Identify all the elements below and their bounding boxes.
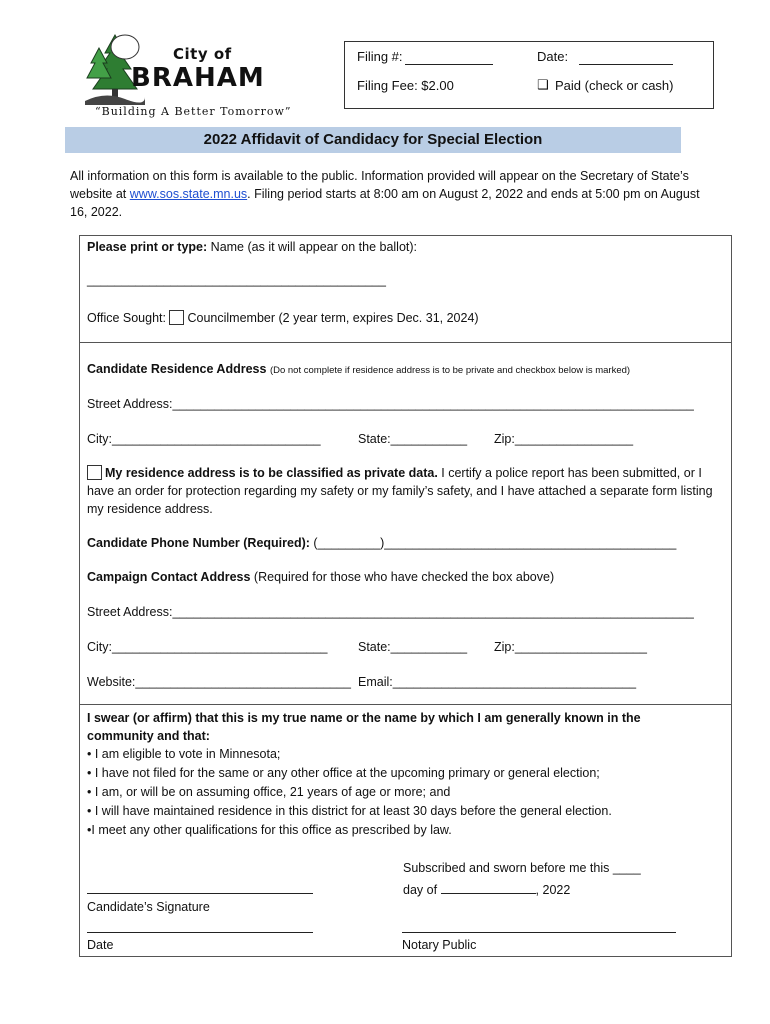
sworn-line-2 bbox=[403, 881, 570, 897]
paid-checkbox-icon[interactable]: ❑ bbox=[537, 77, 549, 92]
office-sought-row bbox=[87, 310, 479, 325]
bullet-not-filed: • I have not filed for the same or any other office at the upcoming primary or general election; bbox=[87, 766, 600, 780]
state-field[interactable]: State:___________ bbox=[358, 432, 468, 446]
name-field[interactable]: ___________________________________________ bbox=[87, 273, 386, 287]
street-address-field[interactable]: Street Address:___________________________________________________________________________ bbox=[87, 397, 694, 411]
oath-statement: I swear (or affirm) that this is my true name or the name by which I am generally known in the community and that: bbox=[87, 711, 641, 743]
date-signature-label: Date bbox=[87, 938, 114, 952]
filing-info-box bbox=[344, 41, 714, 109]
logo-braham: BRAHAM bbox=[131, 63, 265, 93]
private-address-checkbox[interactable] bbox=[87, 465, 102, 480]
campaign-zip-field[interactable]: Zip:___________________ bbox=[494, 640, 647, 654]
logo-city-of: City of bbox=[173, 45, 232, 63]
filing-fee: Filing Fee: $2.00 bbox=[357, 78, 454, 93]
intro-text-1: All information on this form is available to the public. Information provided will appear on the Secretary of State’s website at bbox=[70, 169, 689, 201]
intro-text-2: . Filing period starts at 8:00 am on August 2, 2022 and ends at 5:00 pm on August 16, 2022. bbox=[70, 187, 700, 219]
councilmember-checkbox[interactable] bbox=[169, 310, 184, 325]
filing-number-line[interactable] bbox=[405, 64, 493, 65]
campaign-city-field[interactable]: City:_______________________________ bbox=[87, 640, 328, 654]
private-rest: I certify a police report has been submitted, or I have an order for protection regarding my safety or my family’s safety, and I have attached a separate form listing my residence address. bbox=[87, 466, 713, 516]
zip-field[interactable]: Zip:_________________ bbox=[494, 432, 634, 446]
date-line[interactable] bbox=[579, 64, 673, 65]
residence-note: (Do not complete if residence address is to be private and checkbox below is marked) bbox=[269, 365, 631, 376]
notary-label: Notary Public bbox=[402, 938, 477, 952]
city-logo bbox=[85, 33, 292, 123]
bullet-qualifications: •I meet any other qualifications for this office as prescribed by law. bbox=[87, 823, 452, 837]
phone-row bbox=[87, 536, 676, 550]
candidate-signature-label: Candidate’s Signature bbox=[87, 900, 210, 914]
bullet-age: • I am, or will be on assuming office, 21 years of age or more; and bbox=[87, 785, 451, 799]
campaign-label: Campaign Contact Address bbox=[87, 570, 251, 584]
notary-signature-line[interactable] bbox=[402, 932, 676, 933]
logo-motto: “Building A Better Tomorrow” bbox=[95, 105, 292, 118]
affidavit-form bbox=[79, 235, 732, 957]
councilmember-option: Councilmember (2 year term, expires Dec. 31, 2024) bbox=[187, 311, 479, 325]
sworn-day-label: day of bbox=[403, 883, 438, 897]
office-sought-label: Office Sought: bbox=[87, 311, 166, 325]
sworn-day-line[interactable] bbox=[441, 881, 536, 894]
residence-label: Candidate Residence Address bbox=[87, 362, 267, 376]
private-bold: My residence address is to be classified as private data. bbox=[105, 466, 438, 480]
private-data-statement bbox=[87, 464, 727, 518]
date-signature-line[interactable] bbox=[87, 932, 313, 933]
residence-address-heading bbox=[87, 362, 630, 376]
print-rest: Name (as it will appear on the ballot): bbox=[207, 240, 418, 254]
campaign-contact-heading bbox=[87, 570, 554, 584]
paid-label: Paid (check or cash) bbox=[555, 78, 674, 93]
campaign-note: (Required for those who have checked the box above) bbox=[250, 570, 555, 584]
intro-paragraph bbox=[70, 167, 710, 221]
city-field[interactable]: City:______________________________ bbox=[87, 432, 321, 446]
filing-number-label: Filing #: bbox=[357, 49, 403, 64]
campaign-state-field[interactable]: State:___________ bbox=[358, 640, 468, 654]
campaign-street-field[interactable]: Street Address:___________________________________________________________________________ bbox=[87, 605, 694, 619]
candidate-signature-line[interactable] bbox=[87, 893, 313, 894]
phone-field[interactable]: (_________)__________________________________________ bbox=[309, 536, 677, 550]
phone-label: Candidate Phone Number (Required): bbox=[87, 536, 310, 550]
website-field[interactable]: Website:_______________________________ bbox=[87, 675, 351, 689]
email-field[interactable]: Email:___________________________________ bbox=[358, 675, 637, 689]
section-divider-1 bbox=[80, 342, 731, 343]
print-label: Please print or type: bbox=[87, 240, 208, 254]
sworn-line-1: Subscribed and sworn before me this ____ bbox=[403, 861, 641, 875]
sos-website-link[interactable]: www.sos.state.mn.us bbox=[129, 187, 248, 201]
bullet-residence: • I will have maintained residence in this district for at least 30 days before the general election. bbox=[87, 804, 612, 818]
form-title: 2022 Affidavit of Candidacy for Special Election bbox=[65, 127, 681, 153]
date-label: Date: bbox=[537, 49, 569, 64]
section-divider-2 bbox=[80, 704, 731, 705]
bullet-eligible: • I am eligible to vote in Minnesota; bbox=[87, 747, 281, 761]
print-instruction bbox=[87, 240, 417, 254]
sworn-year: , 2022 bbox=[535, 883, 571, 897]
